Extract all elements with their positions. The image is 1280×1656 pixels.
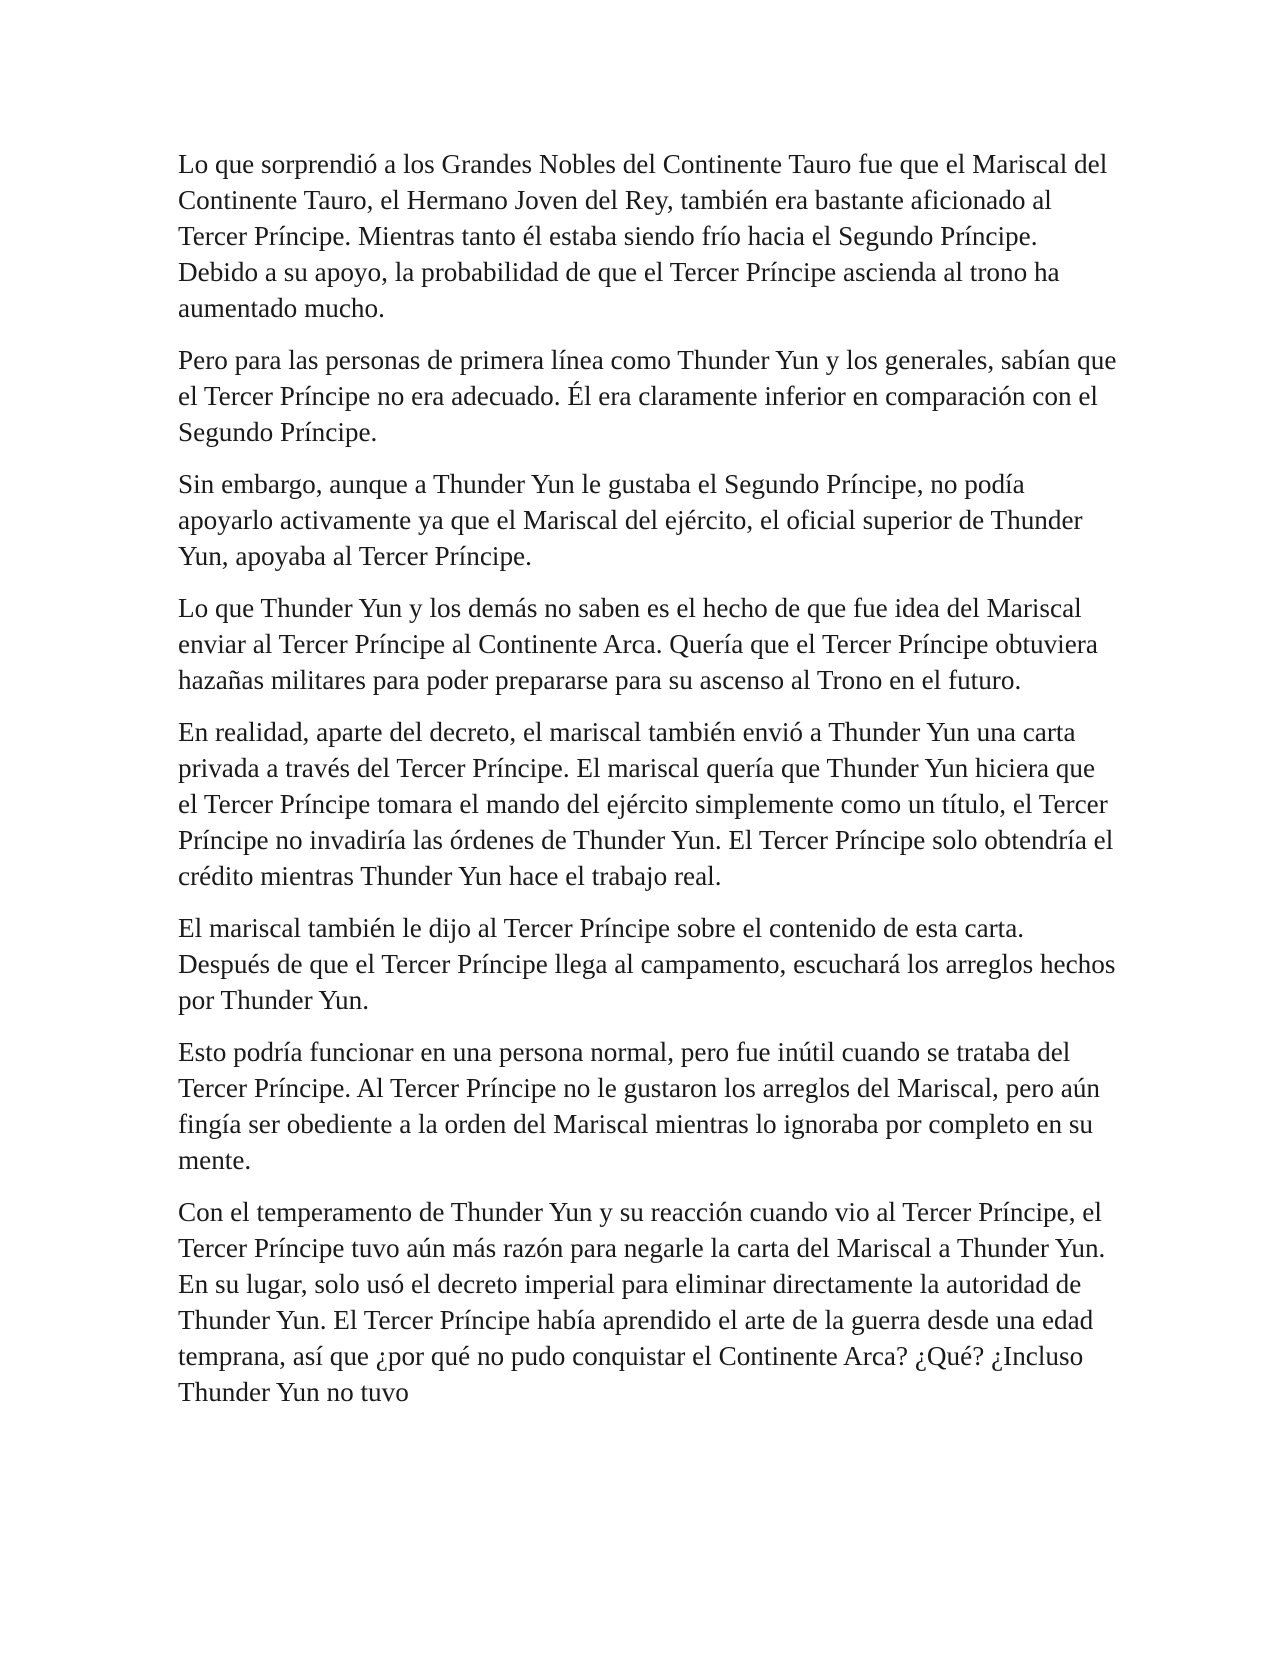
paragraph-6: El mariscal también le dijo al Tercer Príncipe sobre el contenido de esta carta. Después de que el Tercer Príncipe llega al campamento, escuchará los arreglos hechos por Thunder Yun.: [178, 913, 1116, 1015]
paragraph-2: Pero para las personas de primera línea como Thunder Yun y los generales, sabían que el Tercer Príncipe no era adecuado. Él era claramente inferior en comparación con el Segundo Príncipe.: [178, 345, 1117, 447]
paragraph-5: En realidad, aparte del decreto, el mariscal también envió a Thunder Yun una carta privada a través del Tercer Príncipe. El mariscal quería que Thunder Yun hiciera que el Tercer Príncipe tomara el mando del ejército simplemente como un título, el Tercer Príncipe no invadiría las órdenes de Thunder Yun. El Tercer Príncipe solo obtendría el crédito mientras Thunder Yun hace el trabajo real.: [178, 717, 1114, 891]
paragraph-7: Esto podría funcionar en una persona normal, pero fue inútil cuando se trataba del Tercer Príncipe. Al Tercer Príncipe no le gustaron los arreglos del Mariscal, pero aún fingía ser obediente a la orden del Mariscal mientras lo ignoraba por completo en su mente.: [178, 1037, 1101, 1175]
document-body: [178, 146, 1118, 1426]
paragraph-4: Lo que Thunder Yun y los demás no saben es el hecho de que fue idea del Mariscal enviar al Tercer Príncipe al Continente Arca. Quería que el Tercer Príncipe obtuviera hazañas militares para poder prepararse para su ascenso al Trono en el futuro.: [178, 593, 1098, 695]
paragraph-8: Con el temperamento de Thunder Yun y su reacción cuando vio al Tercer Príncipe, el Tercer Príncipe tuvo aún más razón para negarle la carta del Mariscal a Thunder Yun. En su lugar, solo usó el decreto imperial para eliminar directamente la autoridad de Thunder Yun. El Tercer Príncipe había aprendido el arte de la guerra desde una edad temprana, así que ¿por qué no pudo conquistar el Continente Arca? ¿Qué? ¿Incluso Thunder Yun no tuvo: [178, 1197, 1106, 1407]
paragraph-1: Lo que sorprendió a los Grandes Nobles del Continente Tauro fue que el Mariscal del Continente Tauro, el Hermano Joven del Rey, también era bastante aficionado al Tercer Príncipe. Mientras tanto él estaba siendo frío hacia el Segundo Príncipe. Debido a su apoyo, la probabilidad de que el Tercer Príncipe ascienda al trono ha aumentado mucho.: [178, 149, 1108, 323]
paragraph-3: Sin embargo, aunque a Thunder Yun le gustaba el Segundo Príncipe, no podía apoyarlo activamente ya que el Mariscal del ejército, el oficial superior de Thunder Yun, apoyaba al Tercer Príncipe.: [178, 469, 1083, 571]
